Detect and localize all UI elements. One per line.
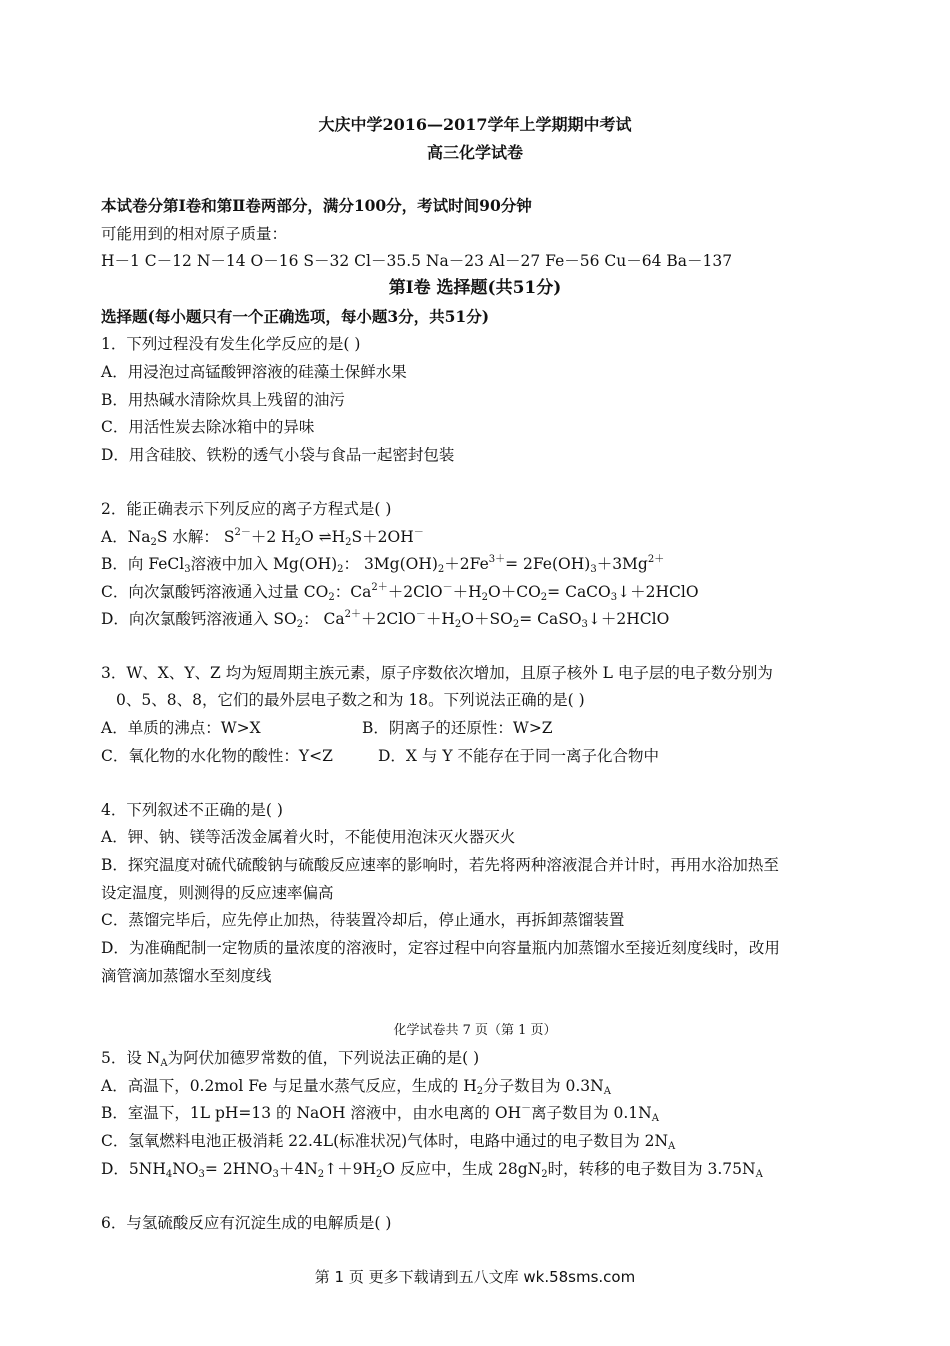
exam-title: 大庆中学2016—2017学年上学期期中考试 [318,115,632,134]
question-1-option-c: C．用活性炭去除冰箱中的异味 [101,418,315,436]
question-5-stem: 5．设 $N_A$为阿伏加德罗常数的值，下列说法正确的是( ) [101,1049,480,1069]
question-2-option-a: A．$Na_2S$ 水解： $S^{2-}+2$ $H_2O$ $\rightleftharpoons H_2S+2OH^-$ [101,527,424,548]
question-3-stem-line-1: 3．W、X、Y、Z 均为短周期主族元素，原子序数依次增加，且原子核外 L 电子层的电子数分别为 [101,664,773,682]
question-3-option-d: D．X 与 Y 不能存在于同一离子化合物中 [378,747,659,765]
question-3-option-a: A．单质的沸点：W>X [101,719,261,737]
question-5-option-a: A．高温下，0.2mol Fe 与足量水蒸气反应，生成的 $H_2$分子数目为 $0.3N_A$ [101,1077,611,1097]
question-4-option-b-line-1: B．探究温度对硫代硫酸钠与硫酸反应速率的影响时，若先将两种溶液混合并计时，再用水浴加热至 [101,856,779,874]
question-3-stem-line-2: 0、5、8、8，它们的最外层电子数之和为 18。下列说法正确的是( ) [116,691,585,709]
page-footer-middle: 化学试卷共 7 页（第 1 页） [393,1023,557,1038]
page-footer: 第 1 页 更多下载请到五八文库 wk.58sms.com [314,1268,636,1286]
question-5-option-b: B．室温下，1L pH=13 的 NaOH 溶液中，由水电离的 OH－离子数目为 $0.1N_A$ [101,1103,659,1124]
atomic-mass-label: 可能用到的相对原子质量： [101,225,288,243]
section-instruction: 选择题(每小题只有一个正确选项，每小题3分，共51分) [101,307,490,326]
question-6-stem: 6．与氢硫酸反应有沉淀生成的电解质是( ) [101,1214,392,1232]
question-1-option-b: B．用热碱水清除炊具上残留的油污 [101,391,345,409]
question-4-option-c: C．蒸馏完毕后，应先停止加热，待装置冷却后，停止通水，再拆卸蒸馏装置 [101,911,625,929]
question-4-stem: 4．下列叙述不正确的是( ) [101,801,283,819]
atomic-mass-list: H－1 C－12 N－14 O－16 S－32 Cl－35.5 Na－23 Al－27 Fe－56 Cu－64 Ba－137 [101,252,733,270]
exam-notice: 本试卷分第Ⅰ卷和第Ⅱ卷两部分，满分100分，考试时间90分钟 [101,196,532,215]
question-2-option-b: B．向 FeCl$_3$溶液中加入 $Mg(OH)_2$： $3Mg(OH)_2+2Fe^{3+}= 2Fe(OH)_3+3Mg^{2+}$ [101,554,665,575]
question-1-stem: 1．下列过程没有发生化学反应的是( ) [101,335,361,353]
question-1-option-d: D．用含硅胶、铁粉的透气小袋与食品一起密封包装 [101,446,455,464]
question-5-option-d: D．$5NH_4NO_3=$ $2HNO_3+4N_2↑+9H_2O$ 反应中，生成 $28gN_2$时，转移的电子数目为 $3.75N_A$ [101,1160,763,1180]
question-2-option-d: D．向次氯酸钙溶液通入 $SO_2$： $Ca^{2+}+2ClO^-+H_2O+SO_2=$ CaSO$_3$↓＋2HClO [101,609,670,630]
question-2-option-c: C．向次氯酸钙溶液通入过量 $CO_2$：$Ca^{2+}+2ClO^-+H_2O+CO_2=$ CaCO$_3$↓＋2HClO [101,582,699,603]
exam-subtitle: 高三化学试卷 [426,143,523,162]
question-4-option-d-line-2: 滴管滴加蒸馏水至刻度线 [101,967,272,985]
question-2-stem: 2．能正确表示下列反应的离子方程式是( ) [101,500,392,518]
question-3-option-b: B．阴离子的还原性：W>Z [362,719,553,737]
question-1-option-a: A．用浸泡过高锰酸钾溶液的硅藻土保鲜水果 [101,363,407,381]
section-heading: 第Ⅰ卷 选择题(共51分) [388,278,562,298]
question-5-option-c: C．氢氧燃料电池正极消耗 22.4L(标准状况)气体时，电路中通过的电子数目为 $2N_A$ [101,1132,676,1152]
question-3-option-c: C．氧化物的水化物的酸性：Y<Z [101,747,333,765]
question-4-option-a: A．钾、钠、镁等活泼金属着火时，不能使用泡沫灭火器灭火 [101,828,516,846]
question-4-option-b-line-2: 设定温度，则测得的反应速率偏高 [101,884,334,902]
question-4-option-d-line-1: D．为准确配制一定物质的量浓度的溶液时，定容过程中向容量瓶内加蒸馏水至接近刻度线时，改用 [101,939,780,957]
